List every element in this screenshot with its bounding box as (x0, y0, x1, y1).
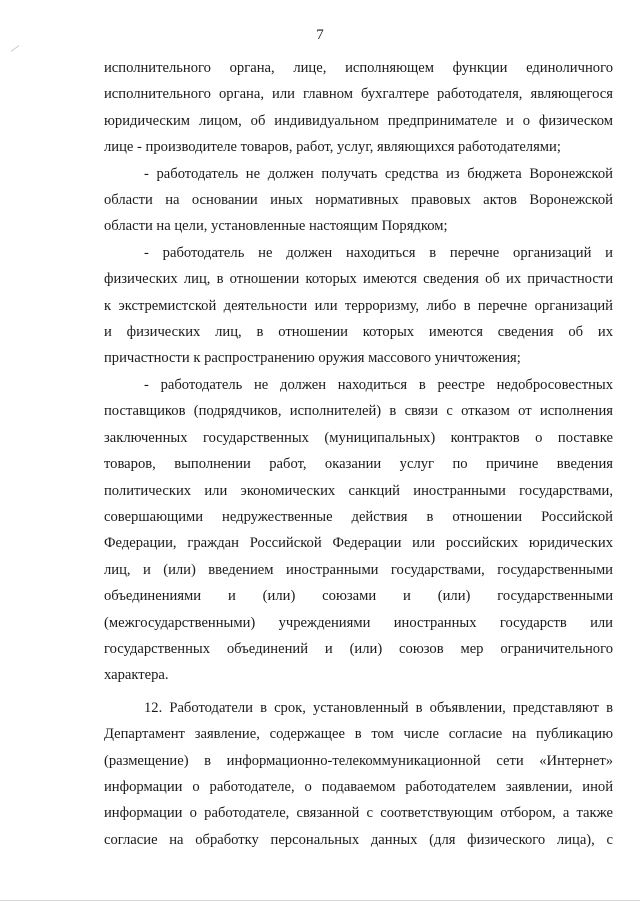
text-line: Департамент заявление, содержащее в том числе согласие на публикацию (104, 726, 613, 743)
text-line: характера. (104, 667, 169, 684)
scan-artifact (11, 45, 20, 52)
text-line: (межгосударственными) учреждениями иностранных государств или (104, 614, 613, 631)
text-line: согласие на обработку персональных данных (для физического лица), с (104, 831, 613, 848)
text-line: юридическим лицом, об индивидуальном предпринимателе и о физическом (104, 112, 613, 129)
text-line: государственных объединений и (или) союзов мер ограничительного (104, 640, 613, 657)
text-line: (размещение) в информационно-телекоммуникационной сети «Интернет» (104, 752, 613, 769)
text-line: товаров, выполнении работ, оказании услуг по причине введения (104, 456, 613, 473)
text-line: - работодатель не должен находиться в перечне организаций и (144, 244, 613, 261)
text-line: и физических лиц, в отношении которых имеются сведения об их (104, 324, 613, 341)
text-line: лиц, и (или) введением иностранными государствами, государственными (104, 561, 613, 578)
text-line: политических или экономических санкций иностранными государствами, (104, 482, 613, 499)
text-line: области на основании иных нормативных правовых актов Воронежской (104, 192, 613, 209)
document-body (104, 55, 613, 853)
text-line: физических лиц, в отношении которых имеются сведения об их причастности (104, 271, 613, 288)
text-line: объединениями и (или) союзами и (или) государственными (104, 588, 613, 605)
text-line: исполнительного органа, лице, исполняющем функции единоличного (104, 60, 613, 76)
text-line: заключенных государственных (муниципальных) контрактов о поставке (104, 429, 613, 446)
text-line: области на цели, установленные настоящим Порядком; (104, 218, 448, 235)
paragraph-budget-funds (104, 161, 613, 240)
text-line: Федерации, граждан Российской Федерации или российских юридических (104, 535, 613, 552)
paragraph-item-12 (104, 695, 613, 853)
text-line: - работодатель не должен находиться в реестре недобросовестных (144, 376, 613, 393)
text-line: лице - производителе товаров, работ, услуг, являющихся работодателями; (104, 139, 561, 156)
text-line: поставщиков (подрядчиков, исполнителей) в связи с отказом от исполнения (104, 403, 613, 420)
text-line: - работодатель не должен получать средства из бюджета Воронежской (144, 165, 613, 182)
scan-bottom-edge (0, 900, 640, 901)
text-line: информации о работодателе, о подаваемом работодателем заявлении, иной (104, 778, 613, 795)
text-line: информации о работодателе, связанной с соответствующим отбором, а также (104, 805, 613, 822)
text-line: 12. Работодатели в срок, установленный в объявлении, представляют в (144, 699, 613, 716)
paragraph-continuation (104, 55, 613, 161)
text-line: к экстремистской деятельности или терроризму, либо в перечне организаций (104, 297, 613, 314)
text-line: исполнительного органа, или главном бухгалтере работодателя, являющегося (104, 86, 613, 103)
page-number: 7 (316, 27, 324, 43)
paragraph-extremism-list (104, 240, 613, 372)
paragraph-unscrupulous-suppliers (104, 372, 613, 689)
text-line: причастности к распространению оружия массового уничтожения; (104, 350, 521, 367)
text-line: совершающими недружественные действия в отношении Российской (104, 508, 613, 525)
